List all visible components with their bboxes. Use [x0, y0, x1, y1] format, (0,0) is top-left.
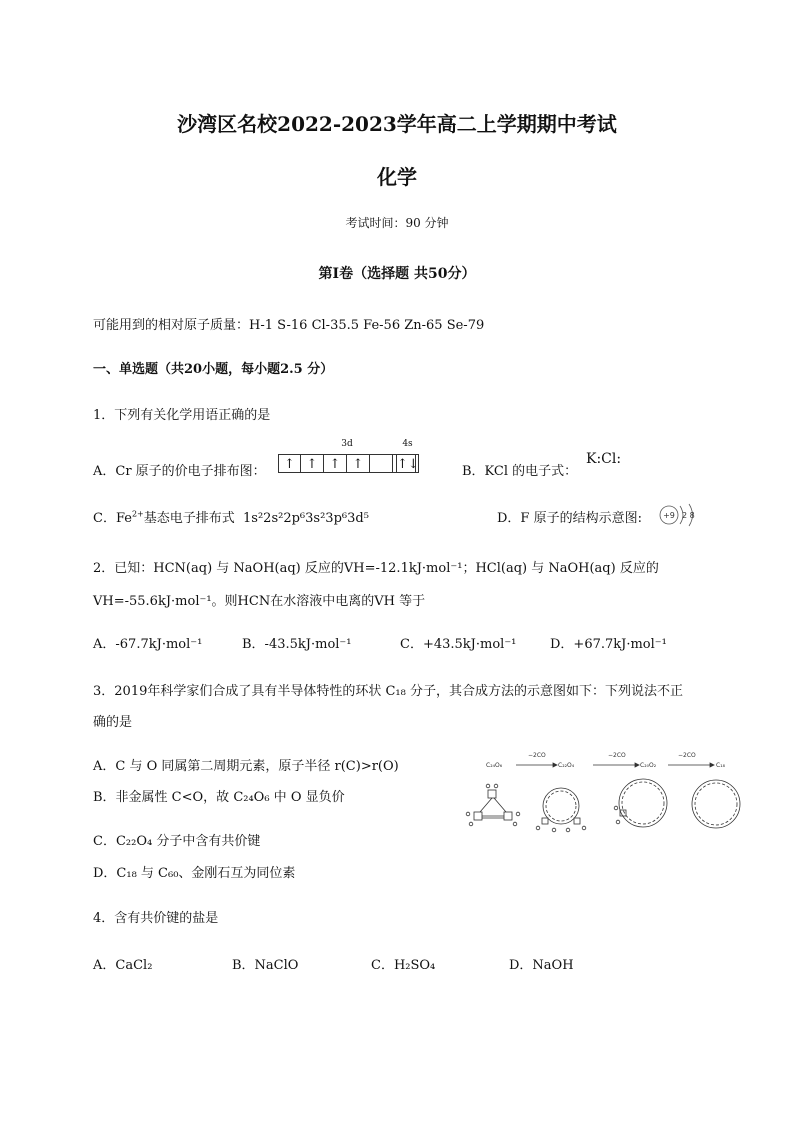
subject-title: 化学: [377, 165, 417, 189]
exam-time: 考试时间：90 分钟: [345, 216, 449, 230]
q1-option-c: [93, 507, 369, 526]
molecule-c18: [692, 780, 740, 828]
q2-line2: VH=-55.6kJ·mol⁻¹。则HCN在水溶液中电离的VH 等于: [93, 594, 426, 609]
section-heading: 第Ⅰ卷（选择题 共50分）: [318, 266, 476, 282]
species-c18: C₁₈: [716, 762, 725, 769]
arrow-label: −2CO: [678, 752, 696, 759]
q4-option-b: B．NaClO: [232, 958, 299, 973]
atomic-masses: 可能用到的相对原子质量：H-1 S-16 Cl-35.5 Fe-56 Zn-65 Se-79: [93, 318, 485, 333]
arrow-head: [553, 763, 557, 767]
part-heading: 一、单选题（共20小题，每小题2.5 分）: [93, 362, 334, 377]
q3-option-d: D．C₁₈ 与 C₆₀、金刚石互为同位素: [93, 866, 296, 881]
q2-line1: 2．已知：HCN(aq) 与 NaOH(aq) 反应的VH=-12.1kJ·mol⁻¹；HCl(aq) 与 NaOH(aq) 反应的: [93, 561, 659, 576]
molecule-c20o2: [614, 779, 667, 827]
fluorine-atom-diagram: [656, 500, 700, 530]
q2-option-c: C．+43.5kJ·mol⁻¹: [400, 637, 517, 652]
arrow-head: [710, 763, 714, 767]
species-c24o6: C₂₄O₆: [486, 762, 503, 769]
orbital-box: ↑: [347, 454, 370, 473]
orbital-4s-label: 4s: [402, 439, 413, 449]
arrow-head: [635, 763, 639, 767]
q4-stem: 4．含有共价键的盐是: [93, 911, 219, 926]
q4-option-d: D．NaOH: [509, 958, 574, 973]
orbital-box: ↑↓: [396, 454, 419, 473]
nucleus-charge: +9: [663, 511, 675, 520]
q3-option-c: C．C₂₂O₄ 分子中含有共价键: [93, 834, 261, 849]
q3-stem-2: 确的是: [93, 715, 133, 730]
q1-stem: 1．下列有关化学用语正确的是: [93, 408, 271, 423]
q1-c-text: 基态电子排布式: [143, 511, 235, 526]
q4-option-c: C．H₂SO₄: [371, 958, 436, 973]
q3-option-b: B．非金属性 C<O，故 C₂₄O₆ 中 O 显负价: [93, 790, 345, 805]
q1-option-d: D．F 原子的结构示意图:: [497, 511, 642, 526]
orbital-diagram-4s: [396, 439, 419, 473]
arrow-label: −2CO: [608, 752, 626, 759]
q2-option-b: B．-43.5kJ·mol⁻¹: [242, 637, 352, 652]
exam-title: 沙湾区名校2022-2023学年高二上学期期中考试: [177, 112, 617, 136]
q4-option-a: A．CaCl₂: [93, 958, 153, 973]
species-c20o2: C₂₀O₂: [640, 762, 657, 769]
kcl-electron-formula: K:Cl:: [586, 451, 622, 467]
q1-option-b: B．KCl 的电子式：: [462, 464, 578, 479]
shell-electrons: 2 8: [682, 511, 695, 520]
orbital-box: ↑: [301, 454, 324, 473]
molecule-c22o4: [536, 788, 586, 832]
orbital-box: ↑: [278, 454, 301, 473]
q2-option-d: D．+67.7kJ·mol⁻¹: [550, 637, 667, 652]
q2-option-a: A．-67.7kJ·mol⁻¹: [93, 637, 203, 652]
fe-config: 1s²2s²2p⁶3s²3p⁶3d⁵: [243, 511, 369, 526]
molecule-c24o6: [466, 784, 520, 826]
q3-stem-1: 3．2019年科学家们合成了具有半导体特性的环状 C₁₈ 分子，其合成方法的示意图如下：下列说法不正: [93, 684, 683, 699]
fe-charge: 2+: [131, 509, 144, 519]
q3-option-a: A．C 与 O 同属第二周期元素，原子半径 r(C)>r(O): [93, 759, 399, 774]
q1-c-label: C．Fe: [93, 511, 132, 526]
species-c22o4: C₂₂O₄: [558, 762, 575, 769]
orbital-box: ↑: [324, 454, 347, 473]
c18-synthesis-scheme: [458, 748, 748, 838]
orbital-3d-label: 3d: [341, 439, 353, 449]
orbital-box: [370, 454, 393, 473]
q1-option-a: A．Cr 原子的价电子排布图：: [93, 464, 266, 479]
arrow-label: −2CO: [528, 752, 546, 759]
